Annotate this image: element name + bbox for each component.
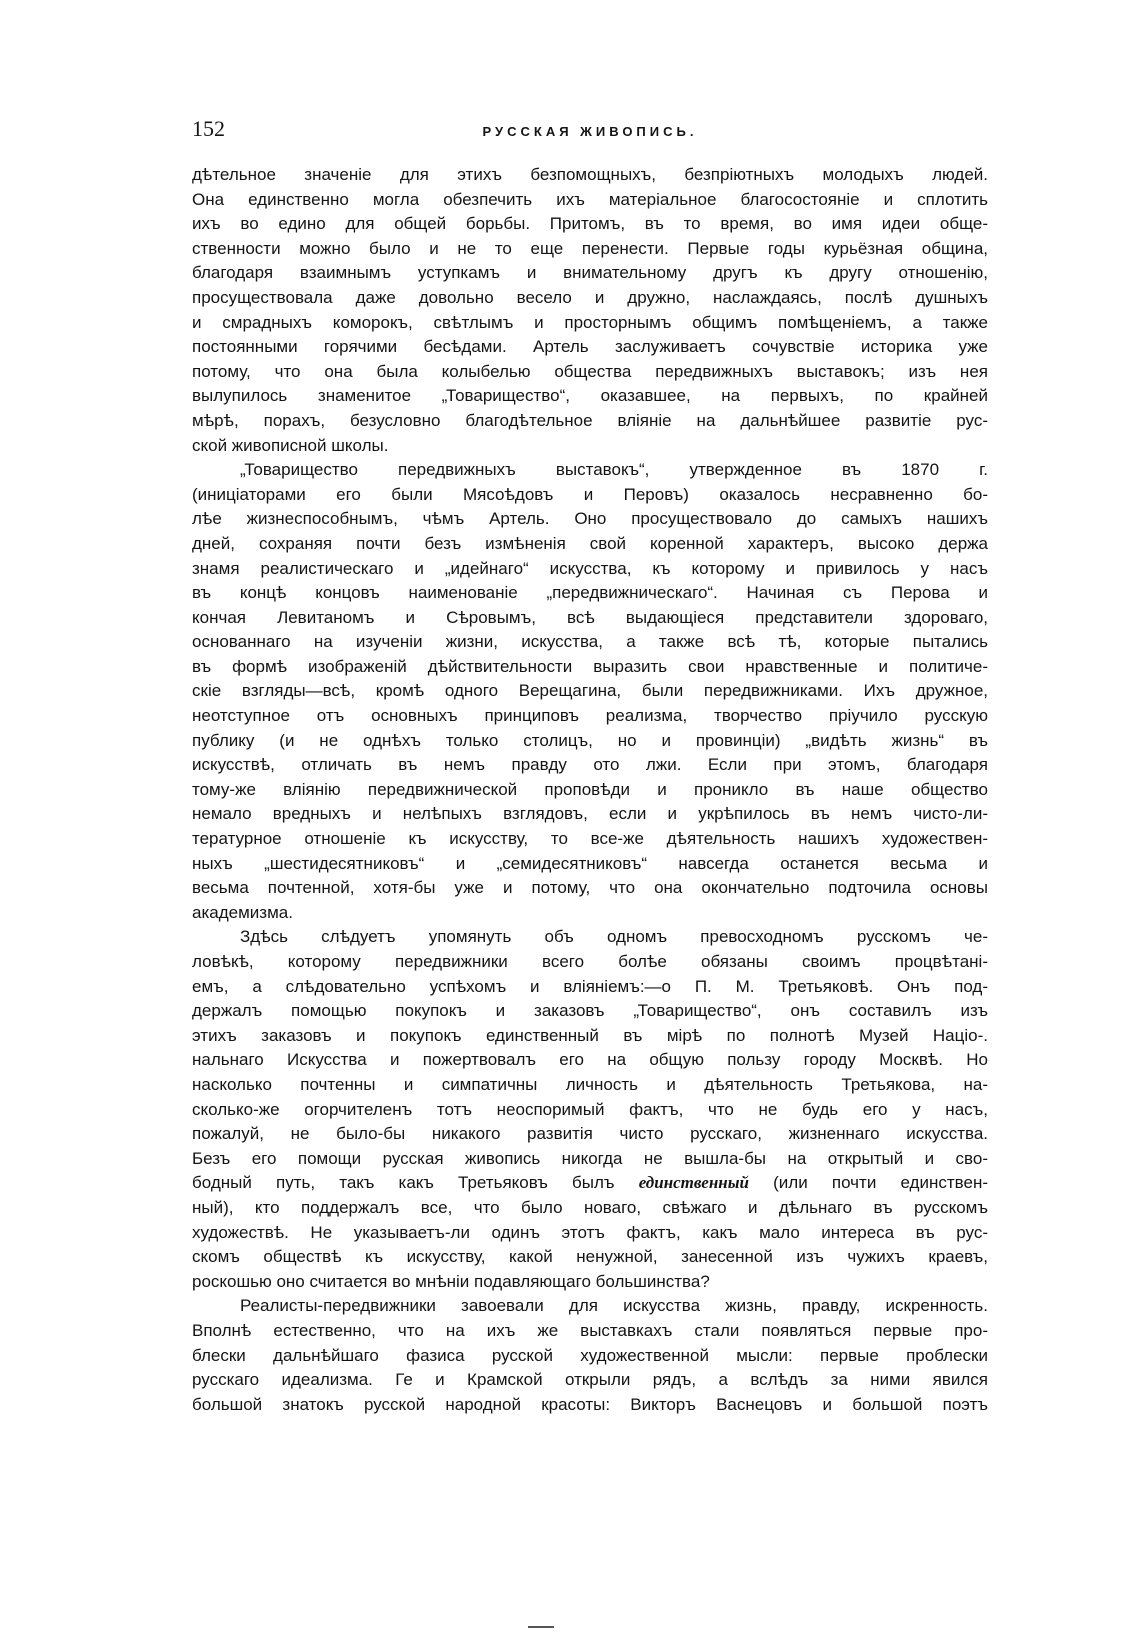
- text-line: кончая Левитаномъ и Сѣровымъ, всѣ выдающіеся представители здороваго,: [192, 607, 988, 627]
- text-line: бодный путь, такъ какъ Третьяковъ былъ единственный (или почти единствен-: [192, 1173, 988, 1193]
- text-line: весьма почтенной, хотя-бы уже и потому, что она окончательно подточила основы: [192, 878, 988, 898]
- text-line: пожалуй, не было-бы никакого развитія чисто русскаго, жизненнаго искусства.: [192, 1124, 988, 1144]
- text-line: этихъ заказовъ и покупокъ единственный въ мірѣ по полнотѣ Музей Націо-.: [192, 1025, 988, 1045]
- text-line: Она единственно могла обезпечить ихъ матеріальное благосостояніе и сплотить: [192, 189, 988, 209]
- text-line: лѣе жизнеспособнымъ, чѣмъ Артель. Оно просуществовало до самыхъ нашихъ: [192, 509, 988, 529]
- text-line: публику (и не однѣхъ только столицъ, но и провинціи) „видѣть жизнь“ въ: [192, 730, 988, 750]
- text-line: мѣрѣ, порахъ, безусловно благодѣтельное вліяніе на дальнѣйшее развитіе рус-: [192, 410, 988, 430]
- text-line: ской живописной школы.: [192, 435, 389, 455]
- text-line: тому-же вліянію передвижнической проповѣди и проникло въ наше общество: [192, 779, 988, 799]
- text-line: насколько почтенны и симпатичны личность и дѣятельность Третьякова, на-: [192, 1074, 988, 1094]
- text-line: академизма.: [192, 902, 293, 922]
- text-line: „Товарищество передвижныхъ выставокъ“, утвержденное въ 1870 г.: [240, 460, 988, 480]
- text-line: сколько-же огорчителенъ тотъ неоспоримый фактъ, что не будь его у насъ,: [192, 1099, 988, 1119]
- text-line: скомъ обществѣ къ искусству, какой ненужной, занесенной изъ чужихъ краевъ,: [192, 1247, 988, 1267]
- text-line: русскаго идеализма. Ге и Крамской открыли рядъ, а вслѣдъ за ними явился: [192, 1370, 988, 1390]
- text-line: дней, сохраняя почти безъ измѣненія свой коренной характеръ, высоко держа: [192, 533, 988, 553]
- text-line: въ формѣ изображеній дѣйствительности выразить свои нравственные и политиче-: [192, 656, 988, 676]
- text-line: въ концѣ концовъ наименованіе „передвижническаго“. Начиная съ Перова и: [192, 583, 988, 603]
- text-line: знамя реалистическаго и „идейнаго“ искусства, къ которому и привилось у насъ: [192, 558, 988, 578]
- text-line: емъ, а слѣдовательно успѣхомъ и вліяніемъ:—о П. М. Третьяковѣ. Онъ под-: [192, 976, 988, 996]
- text-line: искусствѣ, отличать въ немъ правду ото лжи. Если при этомъ, благодаря: [192, 755, 988, 775]
- text-line: благодаря взаимнымъ уступкамъ и внимательному другъ къ другу отношенію,: [192, 263, 988, 283]
- text-line: дѣтельное значеніе для этихъ безпомощныхъ, безпріютныхъ молодыхъ людей.: [192, 165, 988, 184]
- text-line: роскошью оно считается во мнѣніи подавляющаго большинства?: [192, 1271, 710, 1291]
- text-line: неотступное отъ основныхъ принциповъ реализма, творчество пріучило русскую: [192, 706, 988, 726]
- text-line: нальнаго Искусства и пожертвовалъ его на общую пользу городу Москвѣ. Но: [192, 1050, 988, 1070]
- text-line: ловѣкѣ, которому передвижники всего болѣе обязаны своимъ процвѣтані-: [192, 952, 988, 971]
- text-line: Безъ его помощи русская живопись никогда не вышла-бы на открытый и сво-: [192, 1148, 988, 1168]
- text-line: большой знатокъ русской народной красоты: Викторъ Васнецовъ и большой поэтъ: [192, 1394, 988, 1414]
- text-line: Реалисты-передвижники завоевали для искусства жизнь, правду, искренность.: [240, 1296, 988, 1316]
- text-line: и смрадныхъ коморокъ, свѣтлымъ и просторнымъ общимъ помѣщеніемъ, а также: [192, 312, 988, 332]
- text-line: Вполнѣ естественно, что на ихъ же выставкахъ стали появляться первые про-: [192, 1320, 988, 1340]
- page-number: 152: [192, 116, 225, 141]
- emphasis: единственный: [638, 1173, 749, 1193]
- text-line: основаннаго на изученіи жизни, искусства, а также всѣ тѣ, которые пытались: [192, 632, 988, 652]
- body-text: [192, 163, 988, 1417]
- text-line: постоянными горячими бесѣдами. Артель заслуживаетъ сочувствіе историка уже: [192, 337, 988, 357]
- text-line: потому, что она была колыбелью общества передвижныхъ выставокъ; изъ нея: [192, 361, 988, 381]
- text-line: ныхъ „шестидесятниковъ“ и „семидесятниковъ“ навсегда останется весьма и: [192, 853, 988, 873]
- page-header: [192, 116, 988, 148]
- text-line: просуществовала даже довольно весело и дружно, наслаждаясь, послѣ душныхъ: [192, 287, 988, 307]
- text-line: ихъ во едино для общей борьбы. Притомъ, въ то время, во имя идеи обще-: [192, 214, 988, 234]
- text-line: (иниціаторами его были Мясоѣдовъ и Перовъ) оказалось несравненно бо-: [192, 484, 988, 504]
- text-line: блески дальнѣйшаго фазиса русской художественной мысли: первые проблески: [192, 1345, 988, 1365]
- text-line: скіе взгляды—всѣ, кромѣ одного Верещагина, были передвижниками. Ихъ дружное,: [192, 681, 988, 701]
- footer-mark: [528, 1626, 554, 1628]
- text-line: тературное отношеніе къ искусству, то все-же дѣятельность нашихъ художествен-: [192, 829, 988, 849]
- text-line: художествѣ. Не указываетъ-ли одинъ этотъ фактъ, какъ мало интереса въ рус-: [192, 1222, 988, 1242]
- text-line: немало вредныхъ и нелѣпыхъ взглядовъ, если и укрѣпилось въ немъ чисто-ли-: [192, 804, 988, 824]
- running-title: РУССКАЯ ЖИВОПИСЬ.: [482, 124, 698, 139]
- text-line: Здѣсь слѣдуетъ упомянуть объ одномъ превосходномъ русскомъ че-: [240, 927, 988, 947]
- text-line: держалъ помощью покупокъ и заказовъ „Товарищество“, онъ составилъ изъ: [192, 1001, 988, 1021]
- text-line: ственности можно было и не то еще перенести. Первые годы курьёзная община,: [192, 238, 988, 258]
- text-line: ный), кто поддержалъ все, что было новаго, свѣжаго и дѣльнаго въ русскомъ: [192, 1197, 988, 1217]
- text-line: вылупилось знаменитое „Товарищество“, оказавшее, на первыхъ, по крайней: [192, 386, 988, 406]
